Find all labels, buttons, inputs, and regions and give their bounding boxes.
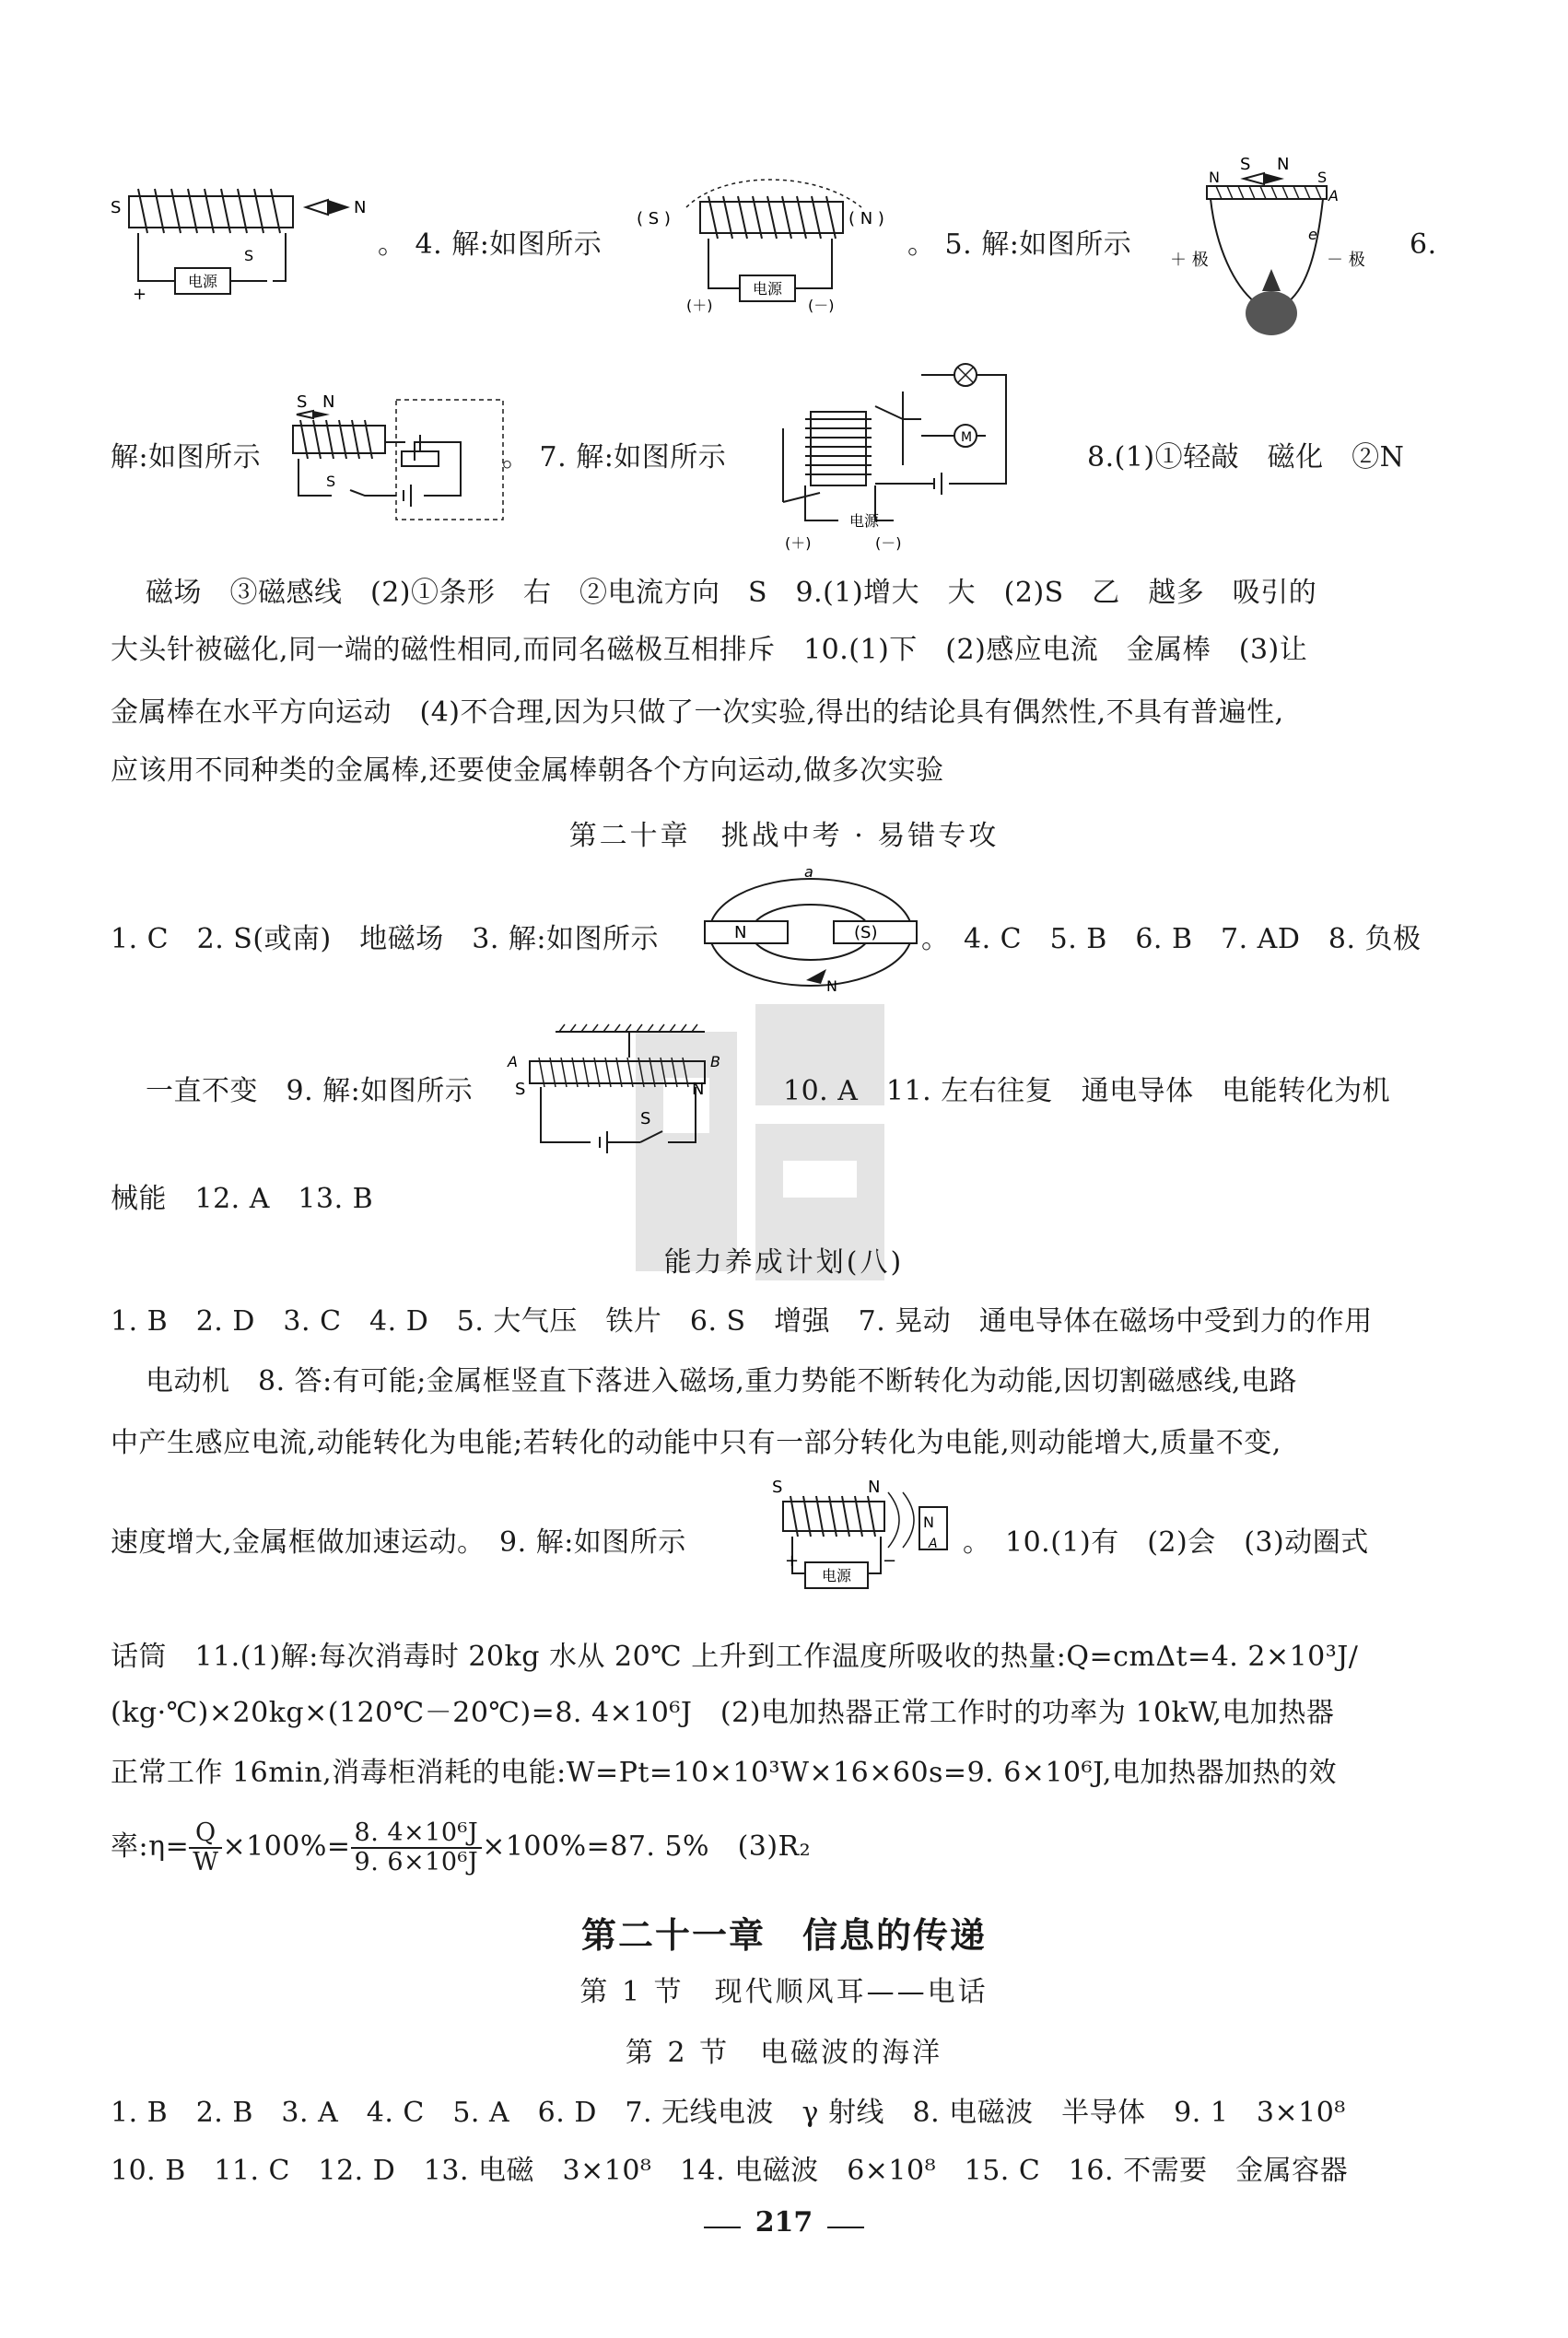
answer-line: 大头针被磁化,同一端的磁性相同,而同名磁极互相排斥 10.(1)下 (2)感应电流 金属棒 (3)让 [111,634,1308,666]
answer-line: 。 5. 解:如图所示 [907,228,1132,261]
svg-text:a: a [804,866,813,881]
section-heading: 第 1 节 现代顺风耳——电话 [579,1976,989,2008]
svg-text:(－): (－) [808,297,835,314]
answer-line: 1. C 2. S(或南) 地磁场 3. 解:如图所示 [111,923,659,955]
answer-line: 磁场 ③磁感线 (2)①条形 右 ②电流方向 S 9.(1)增大 大 (2)S 乙 越多 吸引的 [146,577,1317,609]
svg-text:(＋): (＋) [785,534,812,552]
svg-text:+: + [785,1551,800,1571]
svg-text:N: N [1209,169,1220,186]
section-heading: 第 2 节 电磁波的海洋 [625,2037,943,2069]
answer-line: 8.(1)①轻敲 磁化 ②N [1087,441,1405,473]
answer-line: 。 7. 解:如图所示 [502,441,727,473]
svg-text:S: S [244,247,254,264]
answer-line-formula [111,1819,811,1876]
chapter-title: 第二十一章 信息的传递 [580,1915,987,1956]
svg-text:N: N [692,1080,705,1099]
svg-text:−: − [883,1551,897,1571]
answer-line: 1. B 2. B 3. A 4. C 5. A 6. D 7. 无线电波 γ 射线 8. 电磁波 半导体 9. 1 3×10⁸ [111,2097,1346,2129]
svg-text:N: N [322,392,335,412]
fraction-numerator: 8. 4×10⁶J [351,1819,483,1849]
svg-text:( N ): ( N ) [848,209,884,228]
svg-text:电源: 电源 [849,512,880,530]
svg-text:( S ): ( S ) [637,209,671,228]
answer-line: 1. B 2. D 3. C 4. D 5. 大气压 铁片 6. S 增强 7. 晃动 通电导体在磁场中受到力的作用 [111,1305,1373,1338]
figure-coil-compass [111,180,387,309]
fraction-q-w [189,1819,222,1876]
svg-text:S: S [772,1478,783,1497]
svg-text:A: A [1328,187,1339,205]
fraction-denominator: W [193,1848,219,1876]
svg-text:(＋): (＋) [686,297,713,314]
section-heading: 能力养成计划(八) [663,1246,905,1279]
svg-text:S: S [515,1080,526,1099]
svg-text:e: e [1308,226,1317,243]
svg-text:N: N [1277,155,1290,174]
answer-line: 中产生感应电流,动能转化为电能;若转化的动能中只有一部分转化为电能,则动能增大,质量不变, [111,1427,1281,1459]
answer-line: 正常工作 16min,消毒柜消耗的电能:W=Pt=10×10³W×16×60s=9. 6×10⁶J,电加热器加热的效 [111,1757,1337,1789]
figure-coil-poles [631,170,907,318]
answer-line: 10. B 11. C 12. D 13. 电磁 3×10⁸ 14. 电磁波 6×10⁸ 15. C 16. 不需要 金属容器 [111,2155,1349,2187]
answer-line: 械能 12. A 13. B [111,1183,374,1215]
svg-text:N: N [354,198,367,217]
answer-line: 一直不变 9. 解:如图所示 [146,1075,474,1107]
fraction-energy [351,1819,483,1876]
answer-line: 。 4. C 5. B 6. B 7. AD 8. 负极 [921,923,1422,955]
svg-text:－ 极: － 极 [1327,251,1365,270]
answer-line: 话筒 11.(1)解:每次消毒时 20kg 水从 20℃ 上升到工作温度所吸收的热量:Q=cmΔt=4. 2×10³J/ [111,1641,1359,1673]
answer-line: 6. [1410,228,1437,261]
answer-line: 。 4. 解:如图所示 [378,228,603,261]
page-number: 217 [755,2206,813,2239]
svg-text:(S): (S) [854,923,878,942]
figure-magnet-field-lines [686,866,935,1004]
fraction-numerator: Q [189,1819,222,1849]
answer-line: 。 10.(1)有 (2)会 (3)动圈式 [963,1526,1369,1559]
svg-text:S: S [297,392,308,412]
figure-fruit-battery [1170,147,1382,341]
svg-text:A: A [508,1053,518,1070]
formula-prefix: 率:η= [111,1830,190,1863]
section-heading: 第二十章 挑战中考 · 易错专攻 [568,820,1000,852]
answer-line: 10. A 11. 左右往复 通电导体 电能转化为机 [783,1075,1391,1107]
svg-text:S: S [111,198,122,217]
svg-text:(－): (－) [875,534,902,552]
formula-suffix: ×100%=87. 5% (3)R₂ [482,1830,812,1863]
fraction-denominator: 9. 6×10⁶J [354,1848,479,1876]
svg-text:B: B [710,1053,720,1070]
figure-hanging-coil [502,1021,742,1159]
answer-line: 解:如图所示 [111,441,262,473]
svg-text:N: N [826,977,837,995]
svg-text:＋ 极: ＋ 极 [1170,251,1209,270]
svg-text:A: A [929,1537,938,1551]
svg-text:S: S [1240,155,1251,174]
svg-text:+: + [133,285,147,304]
page-number-footer [0,2206,1568,2239]
svg-text:N: N [868,1478,881,1497]
svg-text:电源: 电源 [821,1567,852,1584]
answer-line: 金属棒在水平方向运动 (4)不合理,因为只做了一次实验,得出的结论具有偶然性,不具有普遍性, [111,696,1284,729]
figure-relay-circuit [765,355,1032,557]
svg-text:S: S [1317,169,1328,186]
answer-line: 电动机 8. 答:有可能;金属框竖直下落进入磁场,重力势能不断转化为动能,因切割磁感线,电路 [146,1365,1297,1397]
figure-coil-rheostat [276,387,516,525]
answer-line: (kg·℃)×20kg×(120℃－20℃)=8. 4×10⁶J (2)电加热器正常工作时的功率为 10kW,电加热器 [111,1697,1335,1729]
formula-middle: ×100%= [222,1830,351,1863]
answer-line: 速度增大,金属框做加速运动。 9. 解:如图所示 [111,1526,686,1559]
svg-text:M: M [961,430,973,445]
svg-text:电源: 电源 [752,280,783,298]
svg-text:N: N [923,1514,934,1531]
svg-text:S: S [640,1109,651,1128]
answer-line: 应该用不同种类的金属棒,还要使金属棒朝各个方向运动,做多次实验 [111,754,944,787]
svg-text:S: S [326,473,336,490]
svg-text:电源: 电源 [187,273,218,290]
svg-text:N: N [734,923,747,942]
